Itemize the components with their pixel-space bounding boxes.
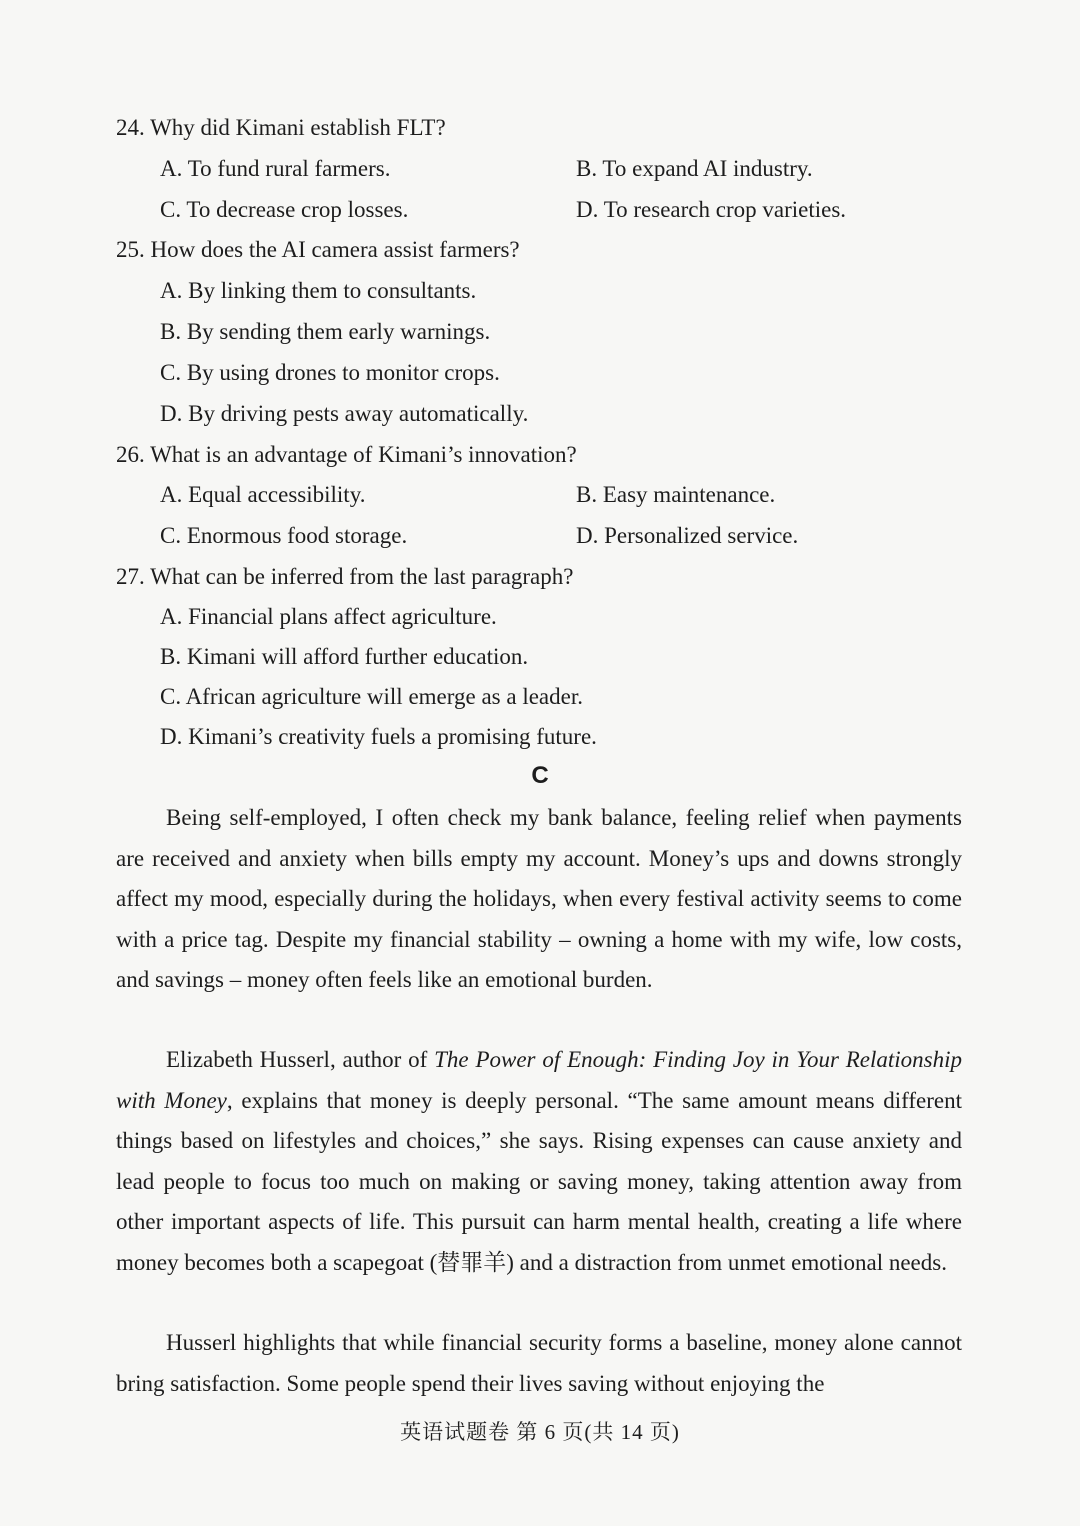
question-25-option-c: C. By using drones to monitor crops. [160, 360, 500, 385]
book-title: The Power of Enough: Finding Joy in Your Relationship with Money [116, 1047, 962, 1113]
question-24-option-b: B. To expand AI industry. [576, 156, 813, 181]
question-27-option-b: B. Kimani will afford further education. [160, 644, 529, 669]
question-25-option-d: D. By driving pests away automatically. [160, 401, 529, 426]
question-27-stem: 27. What can be inferred from the last paragraph? [116, 564, 574, 589]
question-26-option-a: A. Equal accessibility. [160, 482, 366, 507]
question-24-option-d: D. To research crop varieties. [576, 197, 847, 222]
page-footer: 英语试题卷 第 6 页(共 14 页) [400, 1420, 680, 1444]
question-27-option-d: D. Kimani’s creativity fuels a promising future. [160, 724, 597, 749]
question-27-option-c: C. African agriculture will emerge as a leader. [160, 684, 583, 709]
question-25-option-a: A. By linking them to consultants. [160, 278, 477, 303]
question-26-stem: 26. What is an advantage of Kimani’s innovation? [116, 442, 577, 467]
question-27-option-a: A. Financial plans affect agriculture. [160, 604, 497, 629]
question-24-option-c: C. To decrease crop losses. [160, 197, 409, 222]
passage-paragraph-3: Husserl highlights that while financial security forms a baseline, money alone cannot bring satisfaction. Some people spend their lives saving without enjoying the [116, 1330, 962, 1396]
paragraph-2-rest: , explains that money is deeply personal. “The same amount means different things based on lifestyles and choices,” she says. Rising expenses can cause anxiety and lead people to focus too much on making or saving money, taking attention away from other important aspects of life. This pursuit can harm mental health, creating a life where money becomes both a scapegoat (替罪羊) and a distraction from unmet emotional needs. [116, 1087, 962, 1275]
paragraph-2-lead: Elizabeth Husserl, author of [166, 1047, 435, 1072]
question-26-option-b: B. Easy maintenance. [576, 482, 776, 507]
passage-paragraph-2 [116, 1040, 962, 1283]
question-24-option-a: A. To fund rural farmers. [160, 156, 391, 181]
question-26-option-c: C. Enormous food storage. [160, 523, 408, 548]
question-25-option-b: B. By sending them early warnings. [160, 319, 491, 344]
question-25-stem: 25. How does the AI camera assist farmers? [116, 237, 520, 262]
passage-paragraph-1: Being self-employed, I often check my bank balance, feeling relief when payments are received and anxiety when bills empty my account. Money’s ups and downs strongly affect my mood, especially during the holidays, when every festival activity seems to come with a price tag. Despite my financial stability – owning a home with my wife, low costs, and savings – money often feels like an emotional burden. [116, 805, 962, 992]
question-26-option-d: D. Personalized service. [576, 523, 799, 548]
question-24-stem: 24. Why did Kimani establish FLT? [116, 115, 446, 140]
section-heading: C [531, 762, 549, 789]
